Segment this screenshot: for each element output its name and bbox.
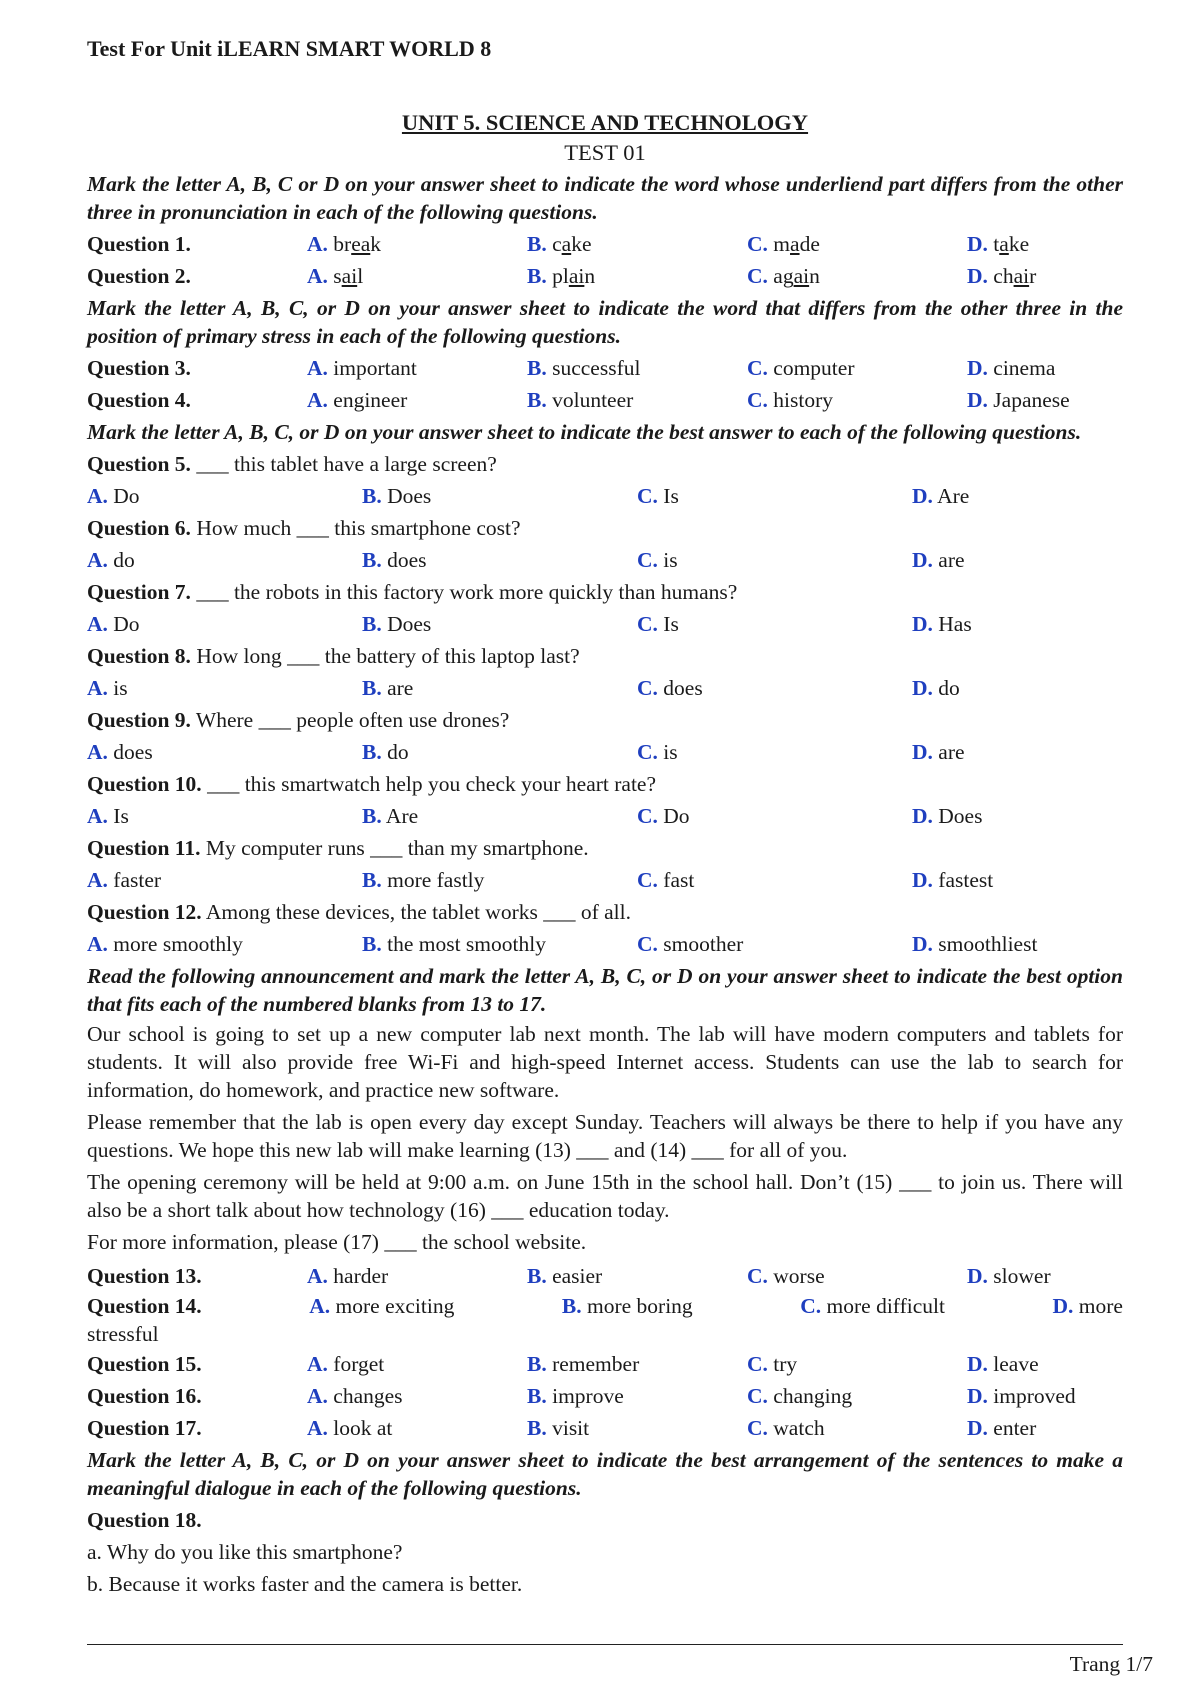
option-a[interactable]: A. Do <box>87 484 140 508</box>
question-label: Question 4. <box>87 388 191 412</box>
option-d[interactable]: D. slower <box>967 1264 1051 1288</box>
option-a[interactable]: A. more smoothly <box>87 932 243 956</box>
question-7-options <box>87 608 1123 640</box>
option-d[interactable]: D. are <box>912 548 965 572</box>
option-b[interactable]: B. more boring <box>561 1294 693 1318</box>
section1-instruction: Mark the letter A, B, C or D on your answer sheet to indicate the word whose underliend part differs from the other three in pronunciation in each of the following questions. <box>87 172 1123 224</box>
footer-divider <box>87 1644 1123 1645</box>
option-b[interactable]: B. Does <box>362 612 432 636</box>
option-d[interactable]: D. fastest <box>912 868 994 892</box>
passage-paragraph: Our school is going to set up a new computer lab next month. The lab will have modern computers and tablets for students. It will also provide free Wi-Fi and high-speed Internet access. Students can use the lab to search for information, do homework, and practice new software. <box>87 1022 1123 1102</box>
option-d[interactable]: D. are <box>912 740 965 764</box>
dialogue-line-a: a. Why do you like this smartphone? <box>87 1540 403 1564</box>
option-d[interactable]: D. Are <box>912 484 970 508</box>
option-d[interactable]: D. do <box>912 676 960 700</box>
option-c[interactable]: C. does <box>637 676 703 700</box>
option-b[interactable]: B. plain <box>527 264 596 288</box>
option-b[interactable]: B. successful <box>527 356 641 380</box>
option-a[interactable]: A. faster <box>87 868 162 892</box>
option-c[interactable]: C. computer <box>747 356 855 380</box>
option-b[interactable]: B. are <box>362 676 414 700</box>
option-c[interactable]: C. history <box>747 388 834 412</box>
option-b[interactable]: B. remember <box>527 1352 640 1376</box>
option-a[interactable]: A. sail <box>307 264 364 288</box>
option-a[interactable]: A. Do <box>87 612 140 636</box>
option-c[interactable]: C. is <box>637 740 678 764</box>
option-a[interactable]: A. forget <box>307 1352 385 1376</box>
question-17 <box>87 1412 1123 1444</box>
option-c[interactable]: C. is <box>637 548 678 572</box>
page-number: Trang 1/7 <box>1069 1652 1153 1676</box>
section2-instruction: Mark the letter A, B, C, or D on your answer sheet to indicate the word that differs from the other three in the position of primary stress in each of the following questions. <box>87 296 1123 348</box>
question-8-stem: Question 8. How long ___ the battery of this laptop last? <box>87 644 580 668</box>
option-b[interactable]: B. the most smoothly <box>362 932 546 956</box>
option-b[interactable]: B. volunteer <box>527 388 634 412</box>
question-label: Question 2. <box>87 264 191 288</box>
question-label: Question 16. <box>87 1384 202 1408</box>
test-title: TEST 01 <box>564 140 646 165</box>
question-12-stem: Question 12. Among these devices, the tablet works ___ of all. <box>87 900 631 924</box>
question-13 <box>87 1260 1123 1292</box>
option-a[interactable]: A. do <box>87 548 135 572</box>
option-d[interactable]: D. Has <box>912 612 972 636</box>
unit-title: UNIT 5. SCIENCE AND TECHNOLOGY <box>401 110 809 135</box>
option-b[interactable]: B. cake <box>527 232 592 256</box>
passage-paragraph: Please remember that the lab is open every day except Sunday. Teachers will always be there to help if you have any questions. We hope this new lab will make learning (13) ___ and (14) ___ for all of you. <box>87 1110 1123 1162</box>
option-a[interactable]: A. look at <box>307 1416 393 1440</box>
option-c[interactable]: C. try <box>747 1352 798 1376</box>
passage-paragraph: For more information, please (17) ___ the school website. <box>87 1230 587 1254</box>
question-12-options <box>87 928 1123 960</box>
option-d[interactable]: D. take <box>967 232 1030 256</box>
question-10-options <box>87 800 1123 832</box>
option-c[interactable]: C. Do <box>637 804 690 828</box>
option-a[interactable]: A. important <box>307 356 417 380</box>
option-c[interactable]: C. changing <box>747 1384 853 1408</box>
option-a[interactable]: A. does <box>87 740 153 764</box>
option-a[interactable]: A. harder <box>307 1264 389 1288</box>
question-2 <box>87 260 1123 292</box>
question-6-stem: Question 6. How much ___ this smartphone cost? <box>87 516 521 540</box>
option-c[interactable]: C. again <box>747 264 820 288</box>
question-label: Question 15. <box>87 1352 202 1376</box>
option-c[interactable]: C. fast <box>637 868 695 892</box>
question-3 <box>87 352 1123 384</box>
option-b[interactable]: B. do <box>362 740 409 764</box>
question-label: Question 14. <box>87 1294 202 1318</box>
section5-instruction: Mark the letter A, B, C, or D on your answer sheet to indicate the best arrangement of the sentences to make a meaningful dialogue in each of the following questions. <box>87 1448 1123 1500</box>
question-8-options <box>87 672 1123 704</box>
option-d-continuation: stressful <box>87 1322 159 1346</box>
question-label: Question 13. <box>87 1264 202 1288</box>
option-c[interactable]: C. watch <box>747 1416 825 1440</box>
document-page <box>87 30 1123 1600</box>
question-label: Question 3. <box>87 356 191 380</box>
question-14 <box>87 1292 1123 1348</box>
section4-instruction: Read the following announcement and mark the letter A, B, C, or D on your answer sheet to indicate the best option that fits each of the numbered blanks from 13 to 17. <box>87 964 1123 1016</box>
option-d[interactable]: D. improved <box>967 1384 1076 1408</box>
question-5-stem: Question 5. ___ this tablet have a large screen? <box>87 452 497 476</box>
question-7-stem: Question 7. ___ the robots in this factory work more quickly than humans? <box>87 580 738 604</box>
question-16 <box>87 1380 1123 1412</box>
question-18-label: Question 18. <box>87 1508 202 1532</box>
option-b[interactable]: B. more fastly <box>362 868 485 892</box>
option-b[interactable]: B. Does <box>362 484 432 508</box>
question-11-stem: Question 11. My computer runs ___ than my smartphone. <box>87 836 589 860</box>
document-header: Test For Unit iLEARN SMART WORLD 8 <box>87 36 492 61</box>
question-9-options <box>87 736 1123 768</box>
dialogue-line-b: b. Because it works faster and the camera is better. <box>87 1572 523 1596</box>
question-11-options <box>87 864 1123 896</box>
option-d[interactable]: D. enter <box>967 1416 1037 1440</box>
option-c[interactable]: C. Is <box>637 484 679 508</box>
question-1 <box>87 228 1123 260</box>
option-a[interactable]: A. engineer <box>307 388 408 412</box>
option-d[interactable]: D. smoothliest <box>912 932 1038 956</box>
question-10-stem: Question 10. ___ this smartwatch help you check your heart rate? <box>87 772 657 796</box>
option-d[interactable]: D. more <box>1052 1294 1123 1318</box>
option-d[interactable]: D. Japanese <box>967 388 1070 412</box>
option-d[interactable]: D. leave <box>967 1352 1039 1376</box>
option-a[interactable]: A. changes <box>307 1384 403 1408</box>
option-b[interactable]: B. easier <box>527 1264 603 1288</box>
option-d[interactable]: D. cinema <box>967 356 1056 380</box>
option-a[interactable]: A. break <box>307 232 382 256</box>
announcement-passage <box>87 1020 1123 1256</box>
option-c[interactable]: C. smoother <box>637 932 744 956</box>
question-9-stem: Question 9. Where ___ people often use drones? <box>87 708 510 732</box>
option-a[interactable]: A. Is <box>87 804 129 828</box>
question-6-options <box>87 544 1123 576</box>
option-b[interactable]: B. visit <box>527 1416 590 1440</box>
passage-paragraph: The opening ceremony will be held at 9:00 a.m. on June 15th in the school hall. Don’t (15) ___ to join us. There will also be a short talk about how technology (16) ___ education today. <box>87 1170 1123 1222</box>
question-15 <box>87 1348 1123 1380</box>
option-b[interactable]: B. improve <box>527 1384 624 1408</box>
section3-instruction: Mark the letter A, B, C, or D on your answer sheet to indicate the best answer to each of the following questions. <box>87 420 1082 444</box>
question-label: Question 1. <box>87 232 191 256</box>
option-c[interactable]: C. more difficult <box>800 1294 945 1318</box>
option-c[interactable]: C. worse <box>747 1264 825 1288</box>
option-d[interactable]: D. Does <box>912 804 983 828</box>
option-c[interactable]: C. made <box>747 232 820 256</box>
question-4 <box>87 384 1123 416</box>
option-a[interactable]: A. is <box>87 676 128 700</box>
question-5-options <box>87 480 1123 512</box>
option-b[interactable]: B. does <box>362 548 427 572</box>
option-c[interactable]: C. Is <box>637 612 679 636</box>
question-label: Question 17. <box>87 1416 202 1440</box>
option-d[interactable]: D. chair <box>967 264 1037 288</box>
option-a[interactable]: A. more exciting <box>309 1294 455 1318</box>
option-b[interactable]: B. Are <box>362 804 419 828</box>
